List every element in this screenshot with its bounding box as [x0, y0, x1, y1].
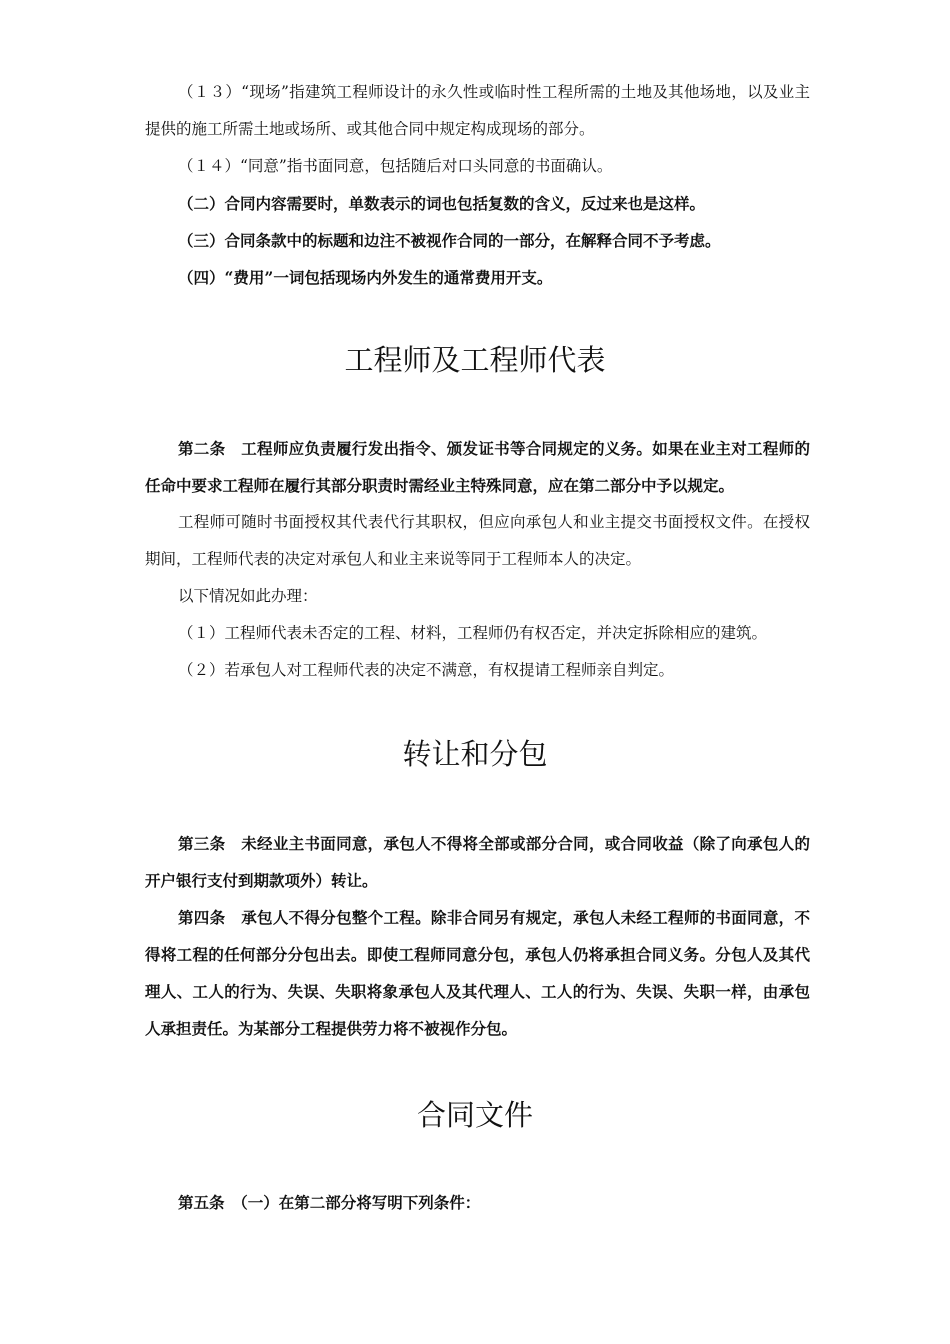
article-4 — [145, 899, 810, 1047]
paragraph-clause-3: （三）合同条款中的标题和边注不被视作合同的一部分，在解释合同不予考虑。 — [178, 231, 721, 250]
article-3 — [145, 825, 810, 899]
article-4-label: 第四条 — [178, 908, 226, 927]
section-heading-transfer: 转让和分包 — [402, 737, 548, 771]
paragraph-13: （１３）“现场”指建筑工程师设计的永久性或临时性工程所需的土地及其他场地，以及业主提供的施工所需土地或场所、或其他合同中规定构成现场的部分。 — [145, 83, 810, 138]
paragraph-clause-2: （二）合同内容需要时，单数表示的词也包括复数的含义，反过来也是这样。 — [178, 194, 706, 213]
article-4-text: 承包人不得分包整个工程。除非合同另有规定，承包人未经工程师的书面同意，不得将工程的任何部分分包出去。即使工程师同意分包，承包人仍将承担合同义务。分包人及其代理人、工人的行为、失误、失职将象承包人及其代理人、工人的行为、失误、失职一样，由承包人承担责任。为某部分工程提供劳力将不被视作分包。 — [145, 908, 810, 1038]
article-5-text: （一）在第二部分将写明下列条件： — [240, 1193, 481, 1212]
article-5 — [145, 1184, 810, 1221]
article-3-label: 第三条 — [178, 834, 226, 853]
paragraph-14: （１４）“同意”指书面同意，包括随后对口头同意的书面确认。 — [178, 157, 613, 175]
list-item-1: （１）工程师代表未否定的工程、材料，工程师仍有权否定，并决定拆除相应的建筑。 — [178, 624, 768, 642]
section-heading-documents: 合同文件 — [416, 1098, 533, 1132]
article-3-text: 未经业主书面同意，承包人不得将全部或部分合同，或合同收益（除了向承包人的开户银行支付到期款项外）转让。 — [145, 834, 810, 890]
article-2-text: 工程师应负责履行发出指令、颁发证书等合同规定的义务。如果在业主对工程师的任命中要求工程师在履行其部分职责时需经业主特殊同意，应在第二部分中予以规定。 — [145, 439, 810, 495]
list-item-2: （２）若承包人对工程师代表的决定不满意，有权提请工程师亲自判定。 — [178, 661, 675, 679]
section-heading-engineer: 工程师及工程师代表 — [344, 343, 606, 377]
paragraph-handling: 以下情况如此办理： — [178, 587, 318, 605]
paragraph-authorization: 工程师可随时书面授权其代表代行其职权，但应向承包人和业主提交书面授权文件。在授权期间，工程师代表的决定对承包人和业主来说等同于工程师本人的决定。 — [145, 513, 810, 568]
article-2-label: 第二条 — [178, 439, 226, 458]
paragraph-clause-4: （四）“费用”一词包括现场内外发生的通常费用开支。 — [178, 268, 553, 287]
article-2 — [145, 430, 810, 504]
article-5-label: 第五条 — [178, 1193, 225, 1212]
